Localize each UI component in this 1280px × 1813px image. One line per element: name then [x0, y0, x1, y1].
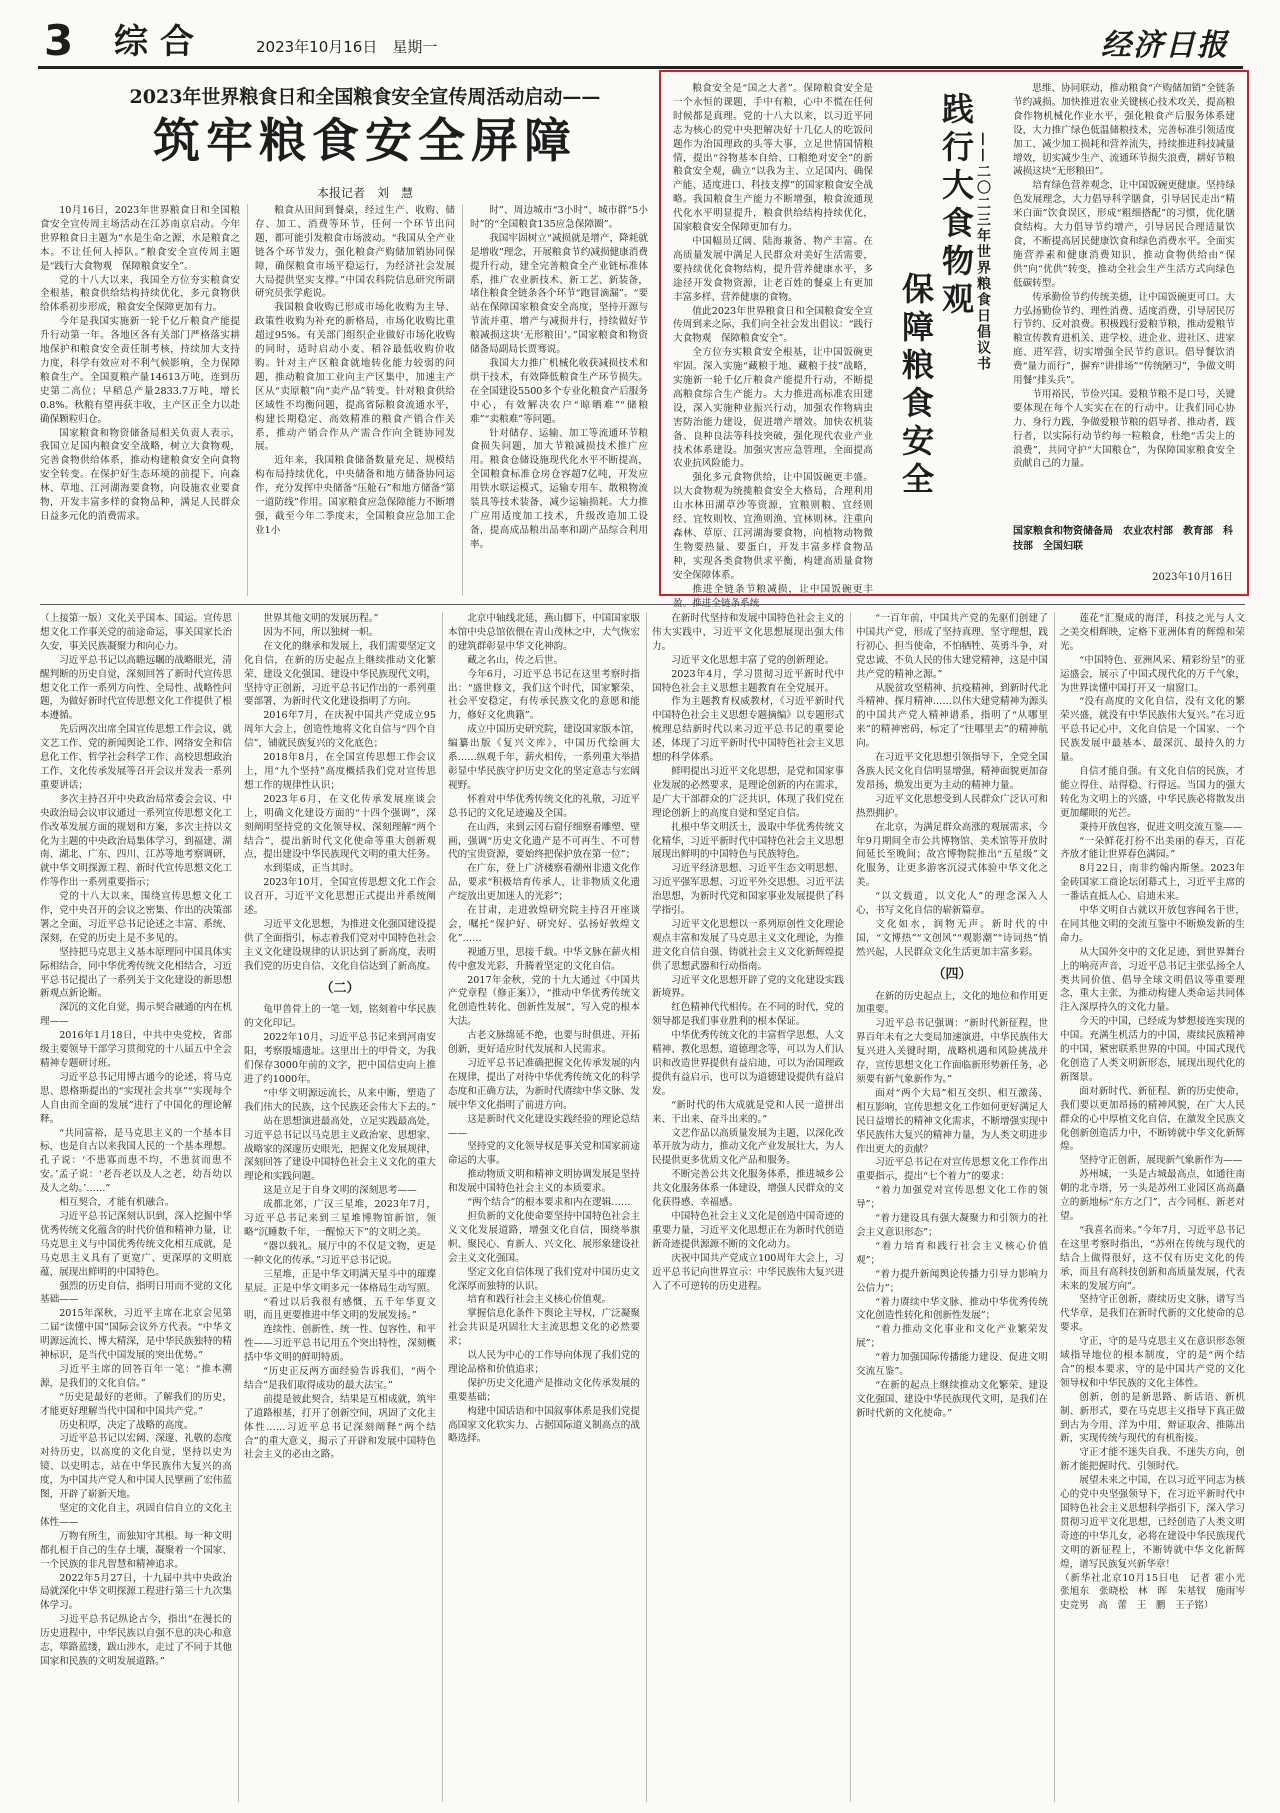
paragraph: 习近平文化思想开辟了党的文化建设实践新境界。: [652, 974, 844, 1000]
paragraph: 展望未来之中国，在以习近平同志为核心的党中央坚强领导下，在习近平新时代中国特色社会主义思想科学指引下，深入学习贯彻习近平文化思想，已经创造了人类文明奇迹的中华儿女，必将在建设中华民族现代文明的新征程上，不断铸就中华文化新辉煌，谱写民族复兴新华章！: [1060, 1475, 1245, 1570]
paragraph: 8月22日，南非约翰内斯堡。2023年金砖国家工商论坛闭幕式上，习近平主席的一番话直抵人心、启迪未来。: [1060, 863, 1245, 903]
paragraph: 思维、协同联动，推动粮食“产购储加销”全链条节约减损。加快推进农业关键核心技术攻关，提高粮食作物机械化作业水平，强化粮食产后服务体系建设，大力推广绿色低温储粮技术，完善标准引领适度加工、减少加工损耗和营养流失，持续推进科技减量增效，切实减少生产、流通环节损失浪费，耕好节粮减损这块“无形粮田”。: [1013, 83, 1235, 178]
paragraph: 深沉的文化自觉，揭示契合融通的内在机理——: [40, 1002, 232, 1028]
paragraph: 坚定文化自信体现了我们党对中国历史文化深厚而独特的认识。: [448, 1266, 640, 1292]
paragraph: 强烈的历史自信，指明日用而不觉的文化基础——: [40, 1280, 232, 1306]
paragraph: 前提是彼此契合，结果是互相成就，筑牢了道路根基，打开了创新空间，巩固了文化主体性……习近平总书记深刻阐释“两个结合”的重大意义，揭示了开辟和发展中国特色社会主义的必由之路。: [244, 1393, 436, 1461]
article-kicker: 2023年世界粮食日和全国粮食安全宣传周活动启动——: [129, 86, 601, 108]
paragraph: 成立中国历史研究院，建设国家版本馆，编纂出版《复兴文库》，中国历代绘画大系……纵观千年，薪火相传，一系列重大举措彰显中华民族守护历史文化的坚定意志与宏阔视野。: [448, 724, 640, 791]
paragraph: 从脱贫攻坚精神、抗疫精神，到新时代北斗精神、探月精神……以伟大建党精神为源头的中国共产党人精神谱系，指明了“从哪里来”的精神密码，标定了“往哪里去”的精神航向。: [856, 682, 1048, 750]
paragraph: 红色精神代代相传。在不同的时代，党的领导都是我们事业胜利的根本保证。: [652, 1002, 844, 1028]
lower-column-2: [244, 612, 436, 1802]
paragraph: 创新，创的是新思路、新话语、新机制、新形式，要在马克思主义指导下真正做到古为今用、洋为中用、辩证取舍、推陈出新，实现传统与现代的有机衔接。: [1060, 1391, 1245, 1445]
paragraph: 世界其他文明的发展历程。”: [263, 613, 379, 624]
paragraph: “历史正反两方面经验告诉我们，“两个结合”是我们取得成功的最大法宝。”: [244, 1366, 436, 1391]
paragraph: 龟甲兽骨上的一笔一划，铭刻着中华民族的文化印记。: [244, 1004, 436, 1030]
section-heading: （二）: [320, 980, 360, 996]
paragraph: 近年来，我国粮食储备数量充足、规模结构布局持续优化，中央储备和地方储备协同运作，充分发挥中央储备“压舱石”和地方储备“第一道防线”作用。国家粮食应急保障能力不断增强，截至今年二季度末，全国粮食应急加工企业1小: [255, 455, 455, 536]
paragraph: 习近平文化思想以一系列原创性文化理论观点丰富和发展了马克思主义文化理论，为推进文化自信自强、铸就社会主义文化新辉煌提供了思想武器和行动指南。: [652, 918, 844, 972]
lower-column-5: [856, 612, 1048, 1802]
paragraph: 莲花“汇聚成的海洋，科技之光与人文之美交相辉映，定格下亚洲体育的辉煌和荣光。: [1060, 613, 1245, 652]
paragraph: 粮食从田间到餐桌，经过生产、收购、储存、加工、消费等环节，任何一个环节出问题，都可能引发粮食市场波动。“我国从全产业链各个环节发力，强化粮食产购储加销协同保障，确保粮食市场平稳运行，为经济社会发展大局提供坚实支撑。”中国农科院信息研究所副研究员张学彪说。: [255, 205, 455, 300]
paragraph: 强化多元食物供给，让中国饭碗更丰盛。以大食物观为统揽粮食安全大格局，合理利用山水林田湖草沙等资源，宜粮则粮、宜经则经、宜牧则牧、宜渔则渔、宜林则林。注重向森林、草原、江河湖海要食物，向植物动物微生物要热量、要蛋白，开发丰富多样食物品种，实现各类食物供求平衡，构建高质量食物安全保障体系。: [673, 472, 873, 581]
paragraph: 习近平文化思想，为推进文化强国建设提供了全面指引，标志着我们党对中国特色社会主义文化建设规律的认识达到了新高度，表明我们党的历史自信、文化自信达到了新高度。: [244, 918, 436, 972]
paragraph: “共同富裕，是马克思主义的一个基本目标，也是自古以来我国人民的一个基本理想。孔子说：‘不患寡而患不均，不患贫而患不安。’孟子说：‘老吾老以及人之老，幼吾幼以及人之幼。’……”: [40, 1127, 232, 1195]
paragraph: 我国大力推广机械化收获减损技术和烘干技术，有效降低粮食生产环节损失。在全国建设5500多个专业化粮食产后服务中心，有效解决农户“晾晒难”“储粮难”“卖粮难”等问题。: [470, 357, 648, 425]
paragraph: 习近平总书记以宏阔、深邃、礼敬的态度对待历史，以高度的文化自觉，坚持以史为镜、以史明志，站在中华民族伟大复兴的高度，为中国共产党人和中国人民擘画了宏伟蓝图，开辟了崭新天地。: [40, 1433, 232, 1501]
paragraph: 推进全链条节粮减损，让中国饭碗更丰盈。推进全链条系统: [673, 583, 873, 609]
paragraph: 自信才能自强。有文化自信的民族，才能立得住、站得稳、行得远。当国力的强大转化为文明上的兴盛，中华民族必将散发出更加耀眼的光芒。: [1060, 765, 1245, 819]
paragraph: “一朵鲜花打扮不出美丽的春天，百花齐放才能让世界春色满园。”: [1060, 835, 1245, 861]
initiative-box: [659, 70, 1249, 609]
paragraph: 党的十八大以来，我国全方位夯实粮食安全根基，粮食供给结构持续优化，多元食物供给体系初步形成，粮食安全保障更加有力。: [40, 274, 240, 314]
paragraph: 在新的历史起点上，文化的地位和作用更加重要。: [856, 990, 1048, 1016]
paragraph: 习近平主席的回答百年一笔：“推本溯源，是我们的文化自信。”: [40, 1363, 232, 1389]
column-divider: [442, 612, 443, 1802]
paragraph: 坚持把马克思主义基本原理同中国具体实际相结合，同中华优秀传统文化相结合，习近平总书记提出了一系列关于文化建设的新思想新观点新论断。: [40, 946, 232, 1000]
paragraph: 站在思想演进最高处，立足实践最高处，习近平总书记以马克思主义政治家、思想家、战略家的深邃历史眼光，把握文化发展规律，深刻回答了建设中国特色社会主义文化的重大理论和实践问题。: [244, 1115, 436, 1183]
paragraph: “一百年前，中国共产党的先驱们创建了中国共产党，形成了坚持真理、坚守理想，践行初心、担当使命，不怕牺牲、英勇斗争，对党忠诚、不负人民的伟大建党精神，这是中国共产党的精神之源。”: [856, 613, 1048, 680]
paragraph: 2015年深秋，习近平主席在北京会见第二届“读懂中国”国际会议外方代表。“中华文明源远流长、博大精深，是中华民族独特的精神标识，是当代中国发展的突出优势。”: [40, 1308, 232, 1362]
paragraph: “着力推动文化事业和文化产业繁荣发展”；: [856, 1324, 1048, 1350]
paragraph: 视通万里，思接千载。中华文脉在薪火相传中愈发光彩，升腾着坚定的文化自信。: [448, 946, 640, 972]
paragraph: “着力赓续中华文脉、推动中华优秀传统文化创造性转化和创新性发展”；: [856, 1296, 1048, 1322]
paragraph: 从大国外交中的文化足迹，到世界舞台上的响亮声音，习近平总书记主张弘扬全人类共同价值、倡导全球文明倡议等重要理念，重大主张，为推动构建人类命运共同体注入深厚持久的文化力量。: [1060, 946, 1245, 1014]
paragraph: 因为不同，所以独树一帜。: [263, 626, 379, 638]
paragraph: 推动物质文明和精神文明协调发展是坚持和发展中国特色社会主义的本质要求。: [448, 1169, 640, 1195]
article-headline: 筑牢粮食安全屏障: [153, 114, 577, 169]
paragraph: 习近平总书记强调：“新时代新征程，世界百年未有之大变局加速演进，中华民族伟大复兴进入关键时期，战略机遇和风险挑战并存，宣传思想文化工作面临新形势新任务，必须要有新气象新作为。”: [856, 1018, 1048, 1085]
paragraph: 今天的中国，已经成为梦想接连实现的中国。充满生机活力的中国，赓续民族精神的中国，紧密联系世界的中国。中国式现代化创造了人类文明新形态，展现出现代化的新图景。: [1060, 1016, 1245, 1083]
page-number: 3: [44, 16, 74, 65]
paragraph: 2023年4月，学习贯彻习近平新时代中国特色社会主义思想主题教育在全党展开。: [652, 668, 844, 694]
paragraph: “两个结合”的根本要求和内在逻辑……: [467, 1197, 631, 1209]
paragraph: “以文载道，以文化人”的理念深入人心，书写文化自信的崭新篇章。: [856, 891, 1048, 917]
article-byline: 本报记者 刘 慧: [316, 186, 413, 200]
paragraph: 庆祝中国共产党成立100周年大会上，习近平总书记向世界宣示：中华民族伟大复兴进入了不可逆转的历史进程。: [652, 1252, 844, 1292]
paragraph: 习近平总书记用博古通今的论述，将马克思、恩格斯提出的“实现社会共享”“实现每个人自由而全面的发展”进行了中国化的理论解释。: [40, 1071, 232, 1125]
column-divider: [850, 612, 851, 1802]
paragraph: 在习近平文化思想引领指导下，全党全国各族人民文化自信明显增强，精神面貌更加奋发昂扬，焕发出更为主动的精神力量。: [856, 752, 1048, 791]
paragraph: 国家粮食和物资储备局相关负责人表示，我国立足国内粮食安全战略，树立大食物观，完善食物供给体系，推动构建粮食安全向食物安全转变。在保护好生态环境的前提下，向森林、草地、江河湖海要食物，向设施农业要食物，开发丰富多样的食物品种，满足人民群众日益多元化的消费需求。: [40, 427, 240, 522]
paragraph: 成都北郊，广汉三星堆，2023年7月，习近平总书记来到三星堆博物馆新馆，领略“沉睡数千年，一醒惊天下”的文明之美。: [244, 1199, 436, 1238]
paragraph: “着力培育和践行社会主义核心价值观”；: [856, 1240, 1048, 1266]
paragraph: 面对新时代、新征程、新的历史使命，我们要以更加昂扬的精神风貌，在广大人民群众的心中厚植文化自信，在激发全民族文化创新创造活力中，不断铸就中华文化新辉煌。: [1060, 1085, 1245, 1153]
paragraph: 坚持守正创新，展现新气象新作为——: [1079, 1155, 1243, 1167]
paragraph: 值此2023年世界粮食日和全国粮食安全宣传周到来之际，我们向全社会发出倡议：“践行大食物观 保障粮食安全”。: [673, 305, 873, 345]
paragraph: 藏之名山，传之后世。: [467, 654, 564, 666]
paragraph: 党的十八大以来，围绕宣传思想文化工作，党中央召开的会议之密集、作出的决策部署之全面，习近平总书记论述之丰富、系统、深刻，在党的历史上是不多见的。: [40, 891, 232, 944]
lower-column-6: [1060, 612, 1255, 1802]
paragraph: 怀着对中华优秀传统文化的礼敬，习近平总书记的文化足迹遍及全国。: [448, 793, 640, 819]
paragraph: 水到渠成，正当其时。: [263, 863, 360, 875]
paragraph: 在北京，为满足群众高涨的观展需求，今年9月期间全市公共博物馆、美术馆等开放时间延长至晚间；故宫博物院推出“五星级”文化服务，让更多游客沉浸式体验中华文化之美。: [856, 821, 1048, 889]
paragraph: 构建中国话语和中国叙事体系是我们党提高国家文化软实力、占据国际道义制高点的战略选择。: [448, 1405, 640, 1445]
paragraph: 多次主持召开中央政治局常委会会议、中央政治局会议审议通过一系列宣传思想文化工作改革发展方面的规划和方案，多次主持以文化为主题的中央政治局集体学习，到福建、湖南、湖北、广东、四川、江苏等地考察调研，就中华文明探源工程、新时代宣传思想文化工作等作出一系列重要指示；: [40, 793, 232, 889]
paragraph: 习近平总书记在对宣传思想文化工作作出重要指示，提出“七个着力”的要求：: [856, 1157, 1048, 1183]
paragraph: 今年是我国实施新一轮千亿斤粮食产能提升行动第一年。各地区各有关部门严格落实耕地保护和粮食安全责任制考核，持续加大支持力度，科学有效应对不利气候影响，全力保障粮食生产。全国夏粮产量14613万吨，连到历史第二高位；早稻总产量2833.7万吨，增长0.8%。秋粮有望再获丰收，主产区正全力以赴确保颗粒归仓。: [40, 316, 240, 425]
paragraph: 坚定的文化自主，巩固自信自立的文化主体性——: [40, 1503, 232, 1528]
paragraph: 时”、周边城市“3小时”、城市群“5小时”的“全国粮食135应急保障圈”。: [470, 205, 648, 230]
paragraph: 连续性、创新性、统一性、包容性、和平性——习近平总书记用五个突出特性，深刻概括中华文明的鲜明特质。: [244, 1324, 436, 1364]
paragraph: 习近平经济思想、习近平生态文明思想、习近平强军思想、习近平外交思想、习近平法治思想，为新时代党和国家事业发展提供了科学指引。: [652, 863, 844, 917]
paragraph: 相互契合，才能有机融合。: [59, 1197, 175, 1209]
paragraph: “没有高度的文化自信，没有文化的繁荣兴盛，就没有中华民族伟大复兴。”在习近平总书记心中，文化自信是一个国家、一个民族发展中最基本、最深沉、最持久的力量。: [1060, 696, 1245, 764]
paragraph: “着力加强国际传播能力建设、促进文明交流互鉴”。: [856, 1352, 1048, 1378]
section-title: 综合: [114, 22, 206, 62]
paragraph: 2017年金秋，党的十九大通过《中国共产党章程（修正案）》，“推动中华优秀传统文化创造性转化、创新性发展”，写入党的根本大法。: [448, 974, 640, 1028]
paragraph: 2018年8月，在全国宣传思想工作会议上，用“九个坚持”高度概括我们党对宣传思想工作的规律性认识；: [244, 752, 436, 791]
paragraph: 秉持开放包容，促进文明交流互鉴——: [1079, 821, 1243, 833]
paragraph: 在山西，来到云冈石窟仔细察看雕塑、壁画，强调“历史文化遗产是不可再生、不可替代的宝贵资源，要始终把保护放在第一位”；: [448, 821, 640, 861]
paragraph: 今年6月，习近平总书记在这里考察时指出：“盛世修文，我们这个时代，国家繁荣、社会平安稳定，有传承民族文化的意愿和能力，修好文化典籍”。: [448, 668, 640, 722]
paragraph: 培育和践行社会主义核心价值观。: [467, 1294, 612, 1306]
column-divider: [646, 612, 647, 1802]
column-divider: [462, 204, 463, 596]
paragraph: “器以载礼。展厅中的不仅是文物，更是一种文化的传承。”习近平总书记说。: [244, 1240, 436, 1266]
paragraph: “新时代的伟大成就是党和人民一道拼出来、干出来、奋斗出来的。”: [652, 1099, 844, 1125]
initiative-column-a: [673, 82, 873, 609]
paragraph: 这是新时代文化建设实践经验的理论总结——: [448, 1113, 640, 1139]
paragraph: 面对“两个大局”相互交织、相互激荡、相互影响，宣传思想文化工作如何更好满足人民日益增长的精神文化需求，不断增强实现中华民族伟大复兴的精神力量，为人类文明进步作出更大的贡献？: [856, 1087, 1048, 1155]
article-column-1: [40, 204, 240, 596]
lower-column-3: [448, 612, 640, 1802]
paragraph: 2022年10月，习近平总书记来到河南安阳，考察殷墟遗址。这里出土的甲骨文，为我们保存3000年前的文字，把中国信史向上推进了约1000年。: [244, 1032, 436, 1085]
paragraph: “着力加强党对宣传思想文化工作的领导”；: [856, 1185, 1048, 1211]
paragraph: 文艺作品以高质量发展为主题，以深化改革开放为动力，推动文化产业发展壮大，为人民提供更多优质文化产品和服务。: [652, 1127, 844, 1167]
paragraph: 坚持守正创新，赓续历史文脉，谱写当代华章，是我们在新时代新的文化使命的总要求。: [1060, 1294, 1245, 1334]
paragraph: “中华文明源远流长，从来中断，塑造了我们伟大的民族，这个民族还会伟大下去的。”: [244, 1087, 436, 1113]
paragraph: 中国特色社会主义文化是创造中国奇迹的重要力量，习近平文化思想正在为新时代创造新奇迹提供源源不断的文化动力。: [652, 1210, 844, 1250]
paragraph: 担负新的文化使命要坚持中国特色社会主义文化发展道路，增强文化自信，围绕举旗帜、聚民心、育新人、兴文化、展形象建设社会主义文化强国。: [448, 1210, 640, 1264]
paragraph: 不断完善公共文化服务体系，推进城乡公共文化服务体系一体建设，增强人民群众的文化获得感、幸福感。: [652, 1169, 844, 1209]
paragraph: 习近平文化思想丰富了党的创新理论。: [671, 654, 835, 666]
paragraph: “中国特色、亚洲风采、精彩纷呈”的亚运盛会，展示了中国式现代化的万千气象，为世界读懂中国打开又一扇窗口。: [1060, 654, 1245, 694]
paragraph: 三星堆，正是中华文明满天星斗中的璀璨星辰。正是中华文明多元一体格局生动写照。: [244, 1268, 436, 1294]
paragraph: 10月16日，2023年世界粮食日和全国粮食安全宣传周主场活动在江苏南京启动。今年世界粮食日主题为“水是生命之源，水是粮食之本。不让任何人掉队。”粮食安全宣传周主题是“践行大食物观 保障粮食安全”。: [40, 205, 240, 272]
paragraph: “着力建设具有强大凝聚力和引领力的社会主义意识形态”；: [856, 1213, 1048, 1238]
initiative-signatories: 国家粮食和物资储备局 农业农村部 教育部 科技部 全国妇联: [1013, 526, 1233, 552]
paragraph: 在文化的继承和发展上，我们需要坚定文化自信，在新的历史起点上继续推动文化繁荣、建设文化强国、建设中华民族现代文明，坚持守正创新，习近平总书记作出的一系列重要部署，为新时代文化建设指明了方向。: [244, 640, 436, 708]
newspaper-logo: 经济日报: [1101, 28, 1229, 63]
initiative-date: 2023年10月16日: [1152, 572, 1233, 583]
column-divider: [247, 204, 248, 596]
column-divider: [1054, 612, 1055, 1802]
paragraph: 扎根中华文明沃土，汲取中华优秀传统文化精华，习近平新时代中国特色社会主义思想展现出鲜明的中国特色与民族特色。: [652, 821, 844, 861]
paragraph: 先后两次出席全国宣传思想工作会议，就文艺工作、党的新闻舆论工作、网络安全和信息化工作、哲学社会科学工作、高校思想政治工作、文化传承发展等召开会议并发表一系列重要讲话；: [40, 724, 232, 791]
paragraph: 传承勤俭节约传统美德，让中国饭碗更可口。大力弘扬勤俭节约、理性消费、适度消费，引导居民厉行节约、反对浪费。积极践行爱粮节粮，推动爱粮节粮宣传教育进机关、进学校、进企业、进社区、进家庭、进军营，切实增强全民节约意识。倡导餐饮消费“量力而行”，摒弃“讲排场”“传统陋习”，争做文明用餐“排头兵”。: [1013, 291, 1235, 387]
paragraph: 中华文明自古就以开放包容闻名于世，在同其他文明的交流互鉴中不断焕发新的生命力。: [1060, 905, 1245, 944]
paragraph: 粮食安全是“国之大者”。保障粮食安全是一个永恒的课题，手中有粮，心中不慌在任何时候都是真理。党的十八大以来，以习近平同志为核心的党中央把解决好十几亿人的吃饭问题作为治国理政的头等大事，立足世情国情粮情，提出“谷物基本自给、口粮绝对安全”的新粮食安全观，确立“以我为主、立足国内、确保产能、适度进口、科技支撑”的国家粮食安全战略。我国粮食生产能力不断增强，粮食流通现代化水平明显提升，粮食供给结构持续优化，国家粮食安全保障更加有力。: [673, 83, 873, 234]
section-heading: （四）: [932, 966, 972, 982]
paragraph: 在甘肃，走进敦煌研究院主持召开座谈会，嘱托“保护好、研究好、弘扬好敦煌文化”……: [448, 905, 640, 944]
paragraph: （新华社北京10月15日电 记者 霍小光 张旭东 张晓松 林 晖 朱基钗 施雨岑 史竞男 高 蕾 王 鹏 王子铭）: [1060, 1572, 1255, 1612]
initiative-title-1: 践行大食物观: [937, 92, 975, 320]
paragraph: 作为主题教育权威教材，《习近平新时代中国特色社会主义思想专题摘编》以专题形式梳理总结新时代以来习近平总书记的重要论述，体现了习近平新时代中国特色社会主义思想的科学体系。: [652, 696, 844, 764]
paragraph: 2016年1月18日，中共中央党校，省部级主要领导干部学习贯彻党的十八届五中全会精神专题研讨班。: [40, 1030, 232, 1069]
paragraph: 2022年5月27日，十九届中共中央政治局就深化中华文明探源工程进行第三十九次集体学习。: [40, 1572, 232, 1612]
paragraph: 针对储存、运输、加工等流通环节粮食损失问题，加大节粮减损技术推广应用。粮食仓储设施现代化水平不断提高，全国粮食标准仓房仓容超7亿吨，开发应用铁水联运模式，运输专用车、散粮物流装具等技术装备，减少运输损耗。大力推广应用适度加工技术，升级改造加工设备，提高成品粮出品率和副产品综合利用率。: [470, 427, 648, 550]
paragraph: 习近平总书记准确把握文化传承发展的内在规律，提出了对待中华优秀传统文化的科学态度和正确方法，为新时代赓续中华文脉、发展中华文化指明了前进方向。: [448, 1058, 640, 1111]
article-column-2: [255, 204, 455, 596]
paragraph: 在新时代坚持和发展中国特色社会主义的伟大实践中，习近平文化思想展现出强大伟力。: [652, 613, 844, 652]
paragraph: 以人民为中心的工作导向体现了我们党的理论品格和价值追求；: [448, 1350, 640, 1375]
paragraph: 节用裕民，节俭兴国。爱粮节粮不是口号，关键要体现在每个人实实在在的行动中。让我们同心协力、身行力践，争做爱粮节粮的倡导者、推动者，践行者，以实际行动节约每一粒粮食，杜绝“舌尖上的浪费”，共同守护“大国粮仓”，为保障国家粮食安全贡献自己的力量。: [1013, 388, 1235, 470]
paragraph: 中国幅员辽阔、陆海兼备、物产丰富。在高质量发展中满足人民群众对美好生活需要，要持续优化食物结构，提升营养健康水平，多途径开发食物资源，让老百姓的餐桌上有更加丰富多样、营养健康的食物。: [673, 235, 873, 303]
paragraph: 2016年7月，在庆祝中国共产党成立95周年大会上，创造性地将文化自信与“四个自信”，铺就民族复兴的文化底色；: [244, 710, 436, 750]
article-column-3: [470, 204, 648, 596]
paragraph: 历史积厚，决定了战略的高度。: [59, 1419, 194, 1431]
paragraph: 北京中轴线北延，燕山脚下，中国国家版本馆中央总馆依偎在青山茂林之中，大气恢宏的建筑群彰显中华文化神韵。: [448, 613, 640, 652]
masthead: [38, 18, 1243, 64]
initiative-title-2: 保障粮食安全: [897, 272, 935, 500]
lower-column-4: [652, 612, 844, 1802]
paragraph: 守正，守的是马克思主义在意识形态领域指导地位的根本制度，守的是“两个结合”的根本要求，守的是中国共产党的文化领导权和中华民族的文化主体性。: [1060, 1336, 1245, 1389]
paragraph: 2023年10月，全国宣传思想文化工作会议召开，习近平文化思想正式提出并系统阐述。: [244, 877, 436, 917]
paragraph: 习近平总书记深刻认识到，深入挖掘中华优秀传统文化蕴含的时代价值和精神力量，让马克思主义与中国优秀传统文化相互成就，是马克思主义具有了更宽广、更深厚的文明底蕴，展现出鲜明的中国特色。: [40, 1210, 232, 1278]
paragraph: 古老文脉绵延不绝，也要与时俱进、开拓创新，更好适应时代发展和人民需求。: [448, 1030, 640, 1056]
paragraph: “在新的起点上继续推动文化繁荣、建设文化强国、建设中华民族现代文明，是我们在新时代新的文化使命。”: [856, 1379, 1048, 1419]
paragraph: 掌握信息化条件下舆论主导权，广泛凝聚社会共识是巩固壮大主流思想文化的必然要求；: [448, 1308, 640, 1348]
initiative-column-b: [1013, 82, 1235, 512]
paragraph: “看过以后我很有感慨，五千年华夏文明，而且更要推进中华文明的发展发扬。”: [244, 1296, 436, 1322]
section-divider: [40, 604, 1245, 605]
paragraph: 2023年6月，在文化传承发展座谈会上，明确文化建设方面的“十四个强调”，深刻阐明坚持党的文化领导权、深刻理解“两个结合”，提出新时代文化使命等重大创新观点，提出建设中华民族现代文明的重大任务。: [244, 793, 436, 861]
paragraph: 中华优秀传统文化的丰富哲学思想、人文精神、教化思想、道德理念等，可以为人们认识和改造世界提供有益启迪，可以为治国理政提供有益启示，也可以为道德建设提供有益启发。: [652, 1030, 844, 1097]
paragraph: 全方位夯实粮食安全根基，让中国饭碗更牢固。深入实施“藏粮于地、藏粮于技”战略，实施新一轮千亿斤粮食产能提升行动，不断提高粮食综合生产能力。大力推进高标准农田建设，深入实施种业振兴行动，加强农作物病虫害防治能力建设，促进增产增效。加快农机装备、良种良法等科技突破，强化现代农业产业技术体系建设。加强灾害应急管理，全面提高农业抗风险能力。: [673, 347, 873, 470]
paragraph: 习近平文化思想受到人民群众广泛认可和热烈拥护。: [856, 793, 1048, 819]
initiative-subtitle: ——二〇二三年世界粮食日倡议书: [975, 132, 991, 372]
paragraph: “我喜名而来。”今年7月，习近平总书记在这里考察时指出，“苏州在传统与现代的结合上做得很好，这不仅有历史文化的传承，而且有高科技创新和高质量发展，代表未来的发展方向”。: [1060, 1224, 1245, 1292]
paragraph: 习近平总书记纵论古今，指出“在漫长的历史进程中，中华民族以自强不息的决心和意志，筚路蓝缕，跋山涉水，走过了不同于其他国家和民族的文明发展道路。”: [40, 1614, 232, 1667]
paragraph: （上接第一版）文化关乎国本、国运。宣传思想文化工作事关党的前途命运，事关国家长治久安，事关民族凝聚力和向心力。: [40, 613, 232, 652]
lower-column-1: [40, 612, 232, 1802]
masthead-rule: [38, 66, 1243, 69]
paragraph: 习近平总书记以高瞻远瞩的战略眼光，清醒判断的历史自觉，深刻回答了新时代宣传思想文化工作一系列方向性、全局性、战略性问题，为做好新时代宣传思想文化工作提供了根本遵循。: [40, 654, 232, 722]
paragraph: 培育绿色营养观念，让中国饭碗更健康。坚持绿色发展理念，大力倡导科学膳食，引导居民走出“精米白面”饮食误区，形成“粗细搭配”的习惯，优化膳食结构。大力倡导节约增产，引导居民合理适量饮食，不断提高居民健康饮食和绿色消费水平。全面实施营养素和健康消费知识，推动食物供给由“保供”向“优供”转变，推动全社会生产生活方式向绿色低碳转型。: [1013, 180, 1235, 289]
paragraph: 文化如水，润物无声。新时代的中国，“文博热”“文创风”“观影潮”“诗词热”悄然兴起，人民群众文化生活更加丰富多彩。: [856, 918, 1048, 958]
paragraph: 守正才能不迷失自我、不迷失方向，创新才能把握时代、引领时代。: [1060, 1447, 1245, 1473]
paragraph: “历史是最好的老师。了解我们的历史，才能更好理解当代中国和中国共产党。”: [40, 1391, 232, 1417]
paragraph: 鲜明提出习近平文化思想，是党和国家事业发展的必然要求，是理论创新的内在需求，是广大干部群众的广泛共识，体现了我们党在理论创新上的高度自觉和坚定自信。: [652, 765, 844, 819]
paragraph: “着力提升新闻舆论传播力引导力影响力公信力”；: [856, 1268, 1048, 1294]
column-divider: [238, 612, 239, 1802]
paragraph: 保护历史文化遗产是推动文化传承发展的重要基础；: [448, 1377, 640, 1403]
paragraph: 苏州城，一头是古城最高点，如通往南朝的北寺塔，另一头是苏州工业园区高高矗立的新地标“东方之门”，古今同框、新老对望。: [1060, 1169, 1245, 1222]
paragraph: 我国牢固树立“减损就是增产，降耗就是增收”理念，开展粮食节约减损健康消费提升行动，建全完善粮食全产业链标准体系，推广农业新技术、新工艺、新装备，堵住粮食全链条各个环节“跑冒滴漏”。“要站在保障国家粮食安全高度，坚持开源与节流并重、增产与减损并行，持续做好节粮减损这块‘无形粮田’。”国家粮食和物资储备局副局长贾骞说。: [470, 232, 648, 356]
issue-date: 2023年10月16日 星期一: [256, 38, 438, 56]
paragraph: 我国粮食收购已形成市场化收购为主导、政策性收购为补充的新格局，市场化收购比重超过95%。有关部门组织企业做好市场化收购的同时，适时启动小麦、稻谷最低收购价收购。针对主产区粮食就地转化能力较弱的问题，推动粮食加工业向主产区集中，加速主产区从“卖原粮”向“卖产品”转变。针对粮食供给区域性不均衡问题，提高省际粮食流通水平，构建长期稳定、高效精准的粮食产销合作关系，推动产销合作从产需合作向全链协同发展。: [255, 302, 455, 453]
paragraph: 在广东，登上广济楼察看潮州非遗文化作品，要求“积极培育传承人，让非物质文化遗产绽放出更加迷人的光彩”；: [448, 863, 640, 903]
paragraph: 坚持党的文化领导权是事关党和国家前途命运的大事。: [448, 1141, 640, 1167]
paragraph: 这是立足于自身文明的深刻思考——: [263, 1185, 417, 1197]
paragraph: 万物有所生，而独知守其根。每一种文明都扎根于自己的生存土壤，凝聚着一个国家、一个民族的非凡智慧和精神追求。: [40, 1530, 232, 1570]
